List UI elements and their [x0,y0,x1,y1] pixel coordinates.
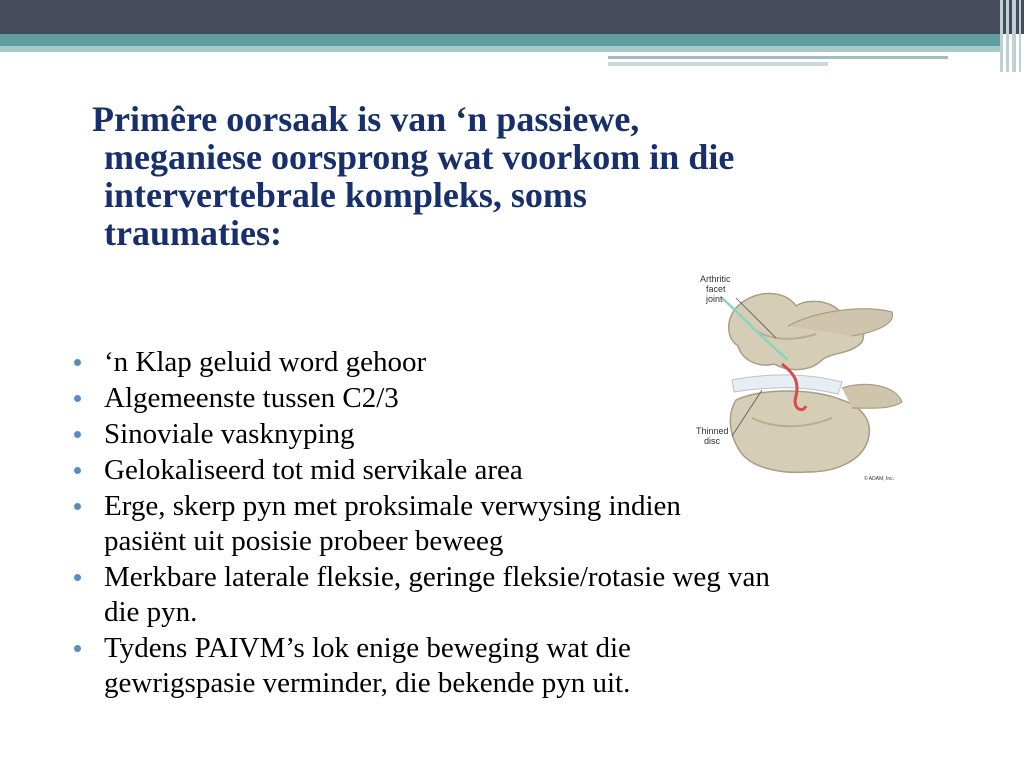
teal-band-light [0,46,1000,52]
list-item-text: Gelokaliseerd tot mid servikale area [104,454,523,486]
bullet-dot [74,503,81,510]
heading-line: meganiese oorsprong wat voorkom in die [104,137,735,177]
slide-heading [92,100,984,252]
list-item-text: Merkbare laterale fleksie, geringe fleksie/rotasie weg van [104,561,770,593]
list-item-text: die pyn. [104,596,198,628]
top-banner [0,0,1024,34]
heading-line: intervertebrale kompleks, soms [104,175,587,215]
bullet-list [74,345,974,702]
copyright-mark: © ADAM, Inc. [864,476,895,482]
label-joint: joint [706,294,723,304]
list-item [74,631,974,701]
list-item [74,381,974,416]
list-item-text: Tydens PAIVM’s lok enige beweging wat die [104,632,631,664]
label-disc: disc [704,436,721,446]
decorative-stripes [996,0,1024,72]
list-item-text: Algemeenste tussen C2/3 [104,382,399,414]
list-item [74,489,974,559]
bullet-dot [74,645,81,652]
bullet-dot [74,431,81,438]
label-facet: facet [706,284,726,294]
list-item [74,417,974,452]
list-item-text: Erge, skerp pyn met proksimale verwysing indien [104,490,681,522]
list-item-text: gewrigspasie verminder, die bekende pyn uit. [104,667,631,699]
teal-band [0,34,1000,46]
heading-line: traumaties: [104,213,282,253]
list-item-text: pasiënt uit posisie probeer beweeg [104,525,504,557]
list-item-text: ‘n Klap geluid word gehoor [104,346,427,378]
label-thinned: Thinned [696,426,729,436]
decorative-rule [608,62,828,66]
list-item [74,345,974,380]
bullet-dot [74,467,81,474]
list-item-text: Sinoviale vasknyping [104,418,355,450]
heading-line: Primêre oorsaak is van ‘n passiewe, [92,99,640,139]
decorative-rule [608,56,948,59]
list-item [74,453,974,488]
bullet-dot [74,359,81,366]
bullet-dot [74,395,81,402]
label-arthritic: Arthritic [700,274,731,284]
bullet-dot [74,574,81,581]
list-item [74,560,974,630]
